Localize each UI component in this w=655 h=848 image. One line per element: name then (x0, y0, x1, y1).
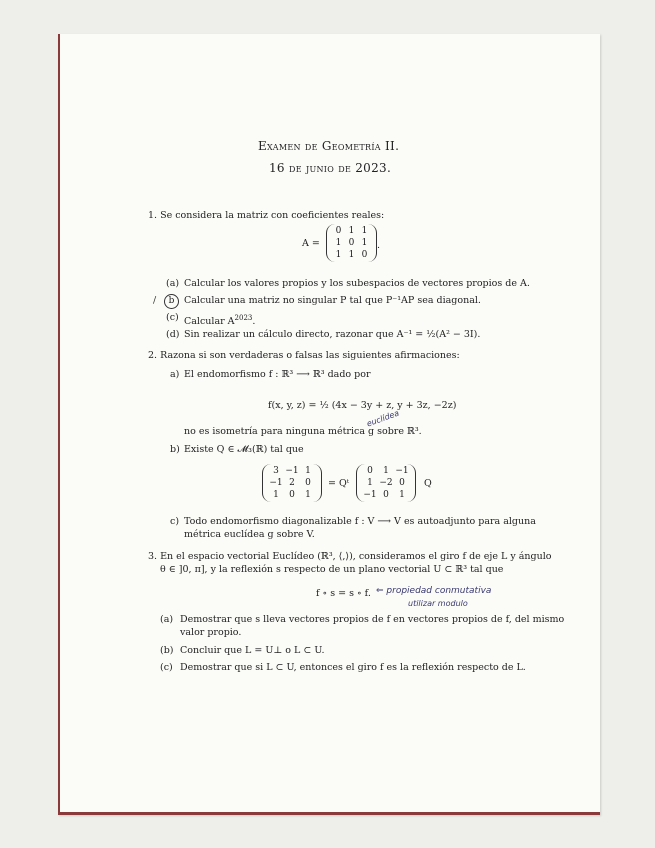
q2-c-text-2: métrica euclídea g sobre V. (184, 529, 315, 540)
q2-left-matrix (262, 464, 322, 502)
q1-b-text: Calcular una matriz no singular P tal que P⁻¹AP sea diagonal. (184, 295, 481, 306)
q1-b-label-circled: b (164, 294, 179, 309)
q2-b-mid: = Qᵗ (328, 478, 350, 489)
q2-right-matrix-cell: −1 (395, 466, 409, 476)
q2-right-matrix (356, 464, 416, 502)
exam-date: 16 de junio de 2023. (269, 161, 392, 175)
q3-intro-2: θ ∈ ]0, π], y la reflexión s respecto de un plano vectorial U ⊂ ℝ³ tal que (160, 564, 504, 575)
handwritten-note-euclidea: euclídea (365, 408, 401, 429)
q1-matrix-cell: 1 (335, 238, 342, 248)
q2-c-label: c) (170, 516, 180, 527)
q2-b-end: Q (424, 478, 432, 489)
checkmark-icon: / (153, 295, 157, 306)
q2-b-label: b) (170, 444, 180, 455)
exam-title: Examen de Geometría II. (258, 139, 400, 153)
q1-matrix-end: . (377, 240, 381, 251)
q2-left-matrix-cell: 0 (305, 478, 311, 488)
q1-c-text: Calcular $A^{2023}$. (184, 314, 256, 328)
q2-left-matrix-cell: 2 (289, 478, 295, 488)
q3-c-label: (c) (160, 662, 173, 673)
q2-a-label: a) (170, 369, 180, 380)
q2-right-matrix-cell: 0 (383, 490, 389, 500)
q1-matrix-label: A = (302, 238, 320, 249)
q1-matrix-cell: 1 (361, 238, 368, 248)
q1-matrix-cell: 1 (335, 250, 342, 260)
q2-a-cont: no es isometría para ninguna métrica g sobre ℝ³. (184, 426, 422, 437)
q2-left-matrix-cell: 1 (305, 466, 311, 476)
q1-matrix-cell: 1 (348, 250, 355, 260)
handwritten-note-modulo: utilizar modulo (408, 599, 468, 608)
q2-a-text: El endomorfismo f : ℝ³ ⟶ ℝ³ dado por (184, 369, 371, 380)
q2-right-matrix-cell: 1 (383, 466, 389, 476)
q1-d-label: (d) (166, 329, 180, 340)
q1-matrix-cell: 0 (348, 238, 355, 248)
q1-a-text: Calcular los valores propios y los subespacios de vectores propios de A. (184, 278, 530, 289)
q2-right-matrix-cell: 1 (399, 490, 405, 500)
q2-right-matrix-cell: −2 (379, 478, 393, 488)
q2-left-matrix-cell: 0 (289, 490, 295, 500)
q2-intro: 2. Razona si son verdaderas o falsas las siguientes afirmaciones: (148, 350, 460, 361)
q2-right-matrix-cell: −1 (363, 490, 377, 500)
q1-matrix-cell: 1 (348, 226, 355, 236)
q1-matrix-cell: 0 (361, 250, 368, 260)
q1-matrix-cell: 0 (335, 226, 342, 236)
q1-d-text: Sin realizar un cálculo directo, razonar que A⁻¹ = ½(A² − 3I). (184, 329, 481, 340)
q1-c-label: (c) (166, 312, 179, 323)
q2-right-matrix-cell: 1 (367, 478, 373, 488)
q1-intro: 1. Se considera la matriz con coeficientes reales: (148, 210, 385, 221)
q2-left-matrix-cell: 1 (305, 490, 311, 500)
q3-a-text-2: valor propio. (180, 627, 242, 638)
q2-left-matrix-cell: 1 (273, 490, 279, 500)
q3-b-label: (b) (160, 645, 174, 656)
q3-intro-1: 3. En el espacio vectorial Euclídeo (ℝ³, ⟨,⟩), consideramos el giro f de eje L y ángulo (148, 551, 552, 562)
q1-matrix-A (326, 224, 377, 262)
q2-c-text-1: Todo endomorfismo diagonalizable f : V ⟶ V es autoadjunto para alguna (184, 516, 536, 527)
q2-right-matrix-cell: 0 (367, 466, 373, 476)
q2-left-matrix-cell: −1 (269, 478, 283, 488)
q1-a-label: (a) (166, 278, 180, 289)
q1-matrix-cell: 1 (361, 226, 368, 236)
q2-b-text: Existe Q ∈ 𝓜₃(ℝ) tal que (184, 444, 304, 455)
q3-formula: f ∘ s = s ∘ f. (316, 588, 371, 599)
q3-c-text: Demostrar que si L ⊂ U, entonces el giro f es la reflexión respecto de L. (180, 662, 526, 673)
q3-a-text-1: Demostrar que s lleva vectores propios de f en vectores propios de f, del mismo (180, 614, 565, 625)
q2-left-matrix-cell: 3 (273, 466, 279, 476)
q2-right-matrix-cell: 0 (399, 478, 405, 488)
q3-b-text: Concluir que L = U⊥ o L ⊂ U. (180, 645, 325, 656)
q2-left-matrix-cell: −1 (285, 466, 299, 476)
handwritten-note-conmutativa: ⇐ propiedad conmutativa (376, 586, 492, 596)
q2-a-formula: f(x, y, z) = ½ (4x − 3y + z, y + 3z, −2z) (268, 400, 457, 411)
q3-a-label: (a) (160, 614, 174, 625)
